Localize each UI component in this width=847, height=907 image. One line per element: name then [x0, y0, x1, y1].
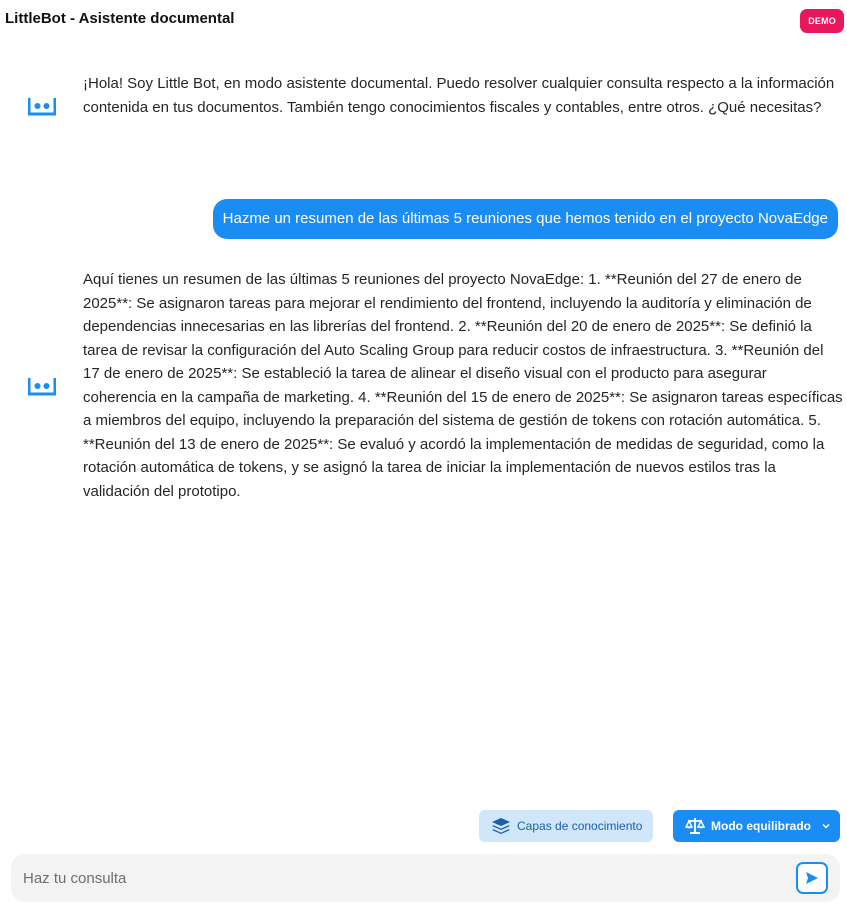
send-icon: [804, 870, 820, 886]
send-button[interactable]: [796, 862, 828, 894]
balance-scale-icon: [685, 816, 705, 836]
knowledge-layers-label: Capas de conocimiento: [517, 819, 643, 833]
demo-badge: DEMO: [800, 9, 844, 33]
user-message-bubble: Hazme un resumen de las últimas 5 reuniones que hemos tenido en el proyecto NovaEdge: [213, 199, 838, 239]
query-input[interactable]: [23, 854, 783, 902]
layers-icon: [491, 816, 511, 836]
robot-face-icon: [28, 376, 56, 396]
robot-face-icon: [28, 96, 56, 116]
bot-message-text: ¡Hola! Soy Little Bot, en modo asistente documental. Puedo resolver cualquier consulta respecto a la información contenida en tus documentos. También tengo conocimientos fiscales y contables, entre otros. ¿Qué necesitas?: [83, 75, 835, 116]
knowledge-layers-button[interactable]: [479, 810, 653, 842]
app-title: LittleBot - Asistente documental: [5, 10, 235, 27]
chevron-down-icon: [821, 821, 831, 831]
mode-label: Modo equilibrado: [711, 819, 811, 833]
bot-message-text: Aquí tienes un resumen de las últimas 5 reuniones del proyecto NovaEdge: 1. **Reunión del 27 de enero de 2025**: Se asignaron tareas para mejorar el rendimiento del frontend, incluyendo la auditoría y eliminación de dependencias innecesarias en las librerías del frontend. 2. **Reunión del 20 de enero de 2025**: Se definió la tarea de revisar la configuración del Auto Scaling Group para reducir costos de infraestructura. 3. **Reunión del 17 de enero de 2025**: Se estableció la tarea de alinear el diseño visual con el producto para asegurar coherencia en la campaña de marketing. 4. **Reunión del 15 de enero de 2025**: Se asignaron tareas específicas a miembros del equipo, incluyendo la preparación del sistema de gestión de tokens con rotación automática. 5. **Reunión del 13 de enero de 2025**: Se evaluó y acordó la implementación de medidas de seguridad, como la rotación automática de tokens, y se asignó la tarea de iniciar la implementación de nuevos estilos tras la validación del prototipo.: [83, 271, 843, 500]
mode-dropdown-button[interactable]: [673, 810, 840, 842]
query-input-bar: [11, 854, 840, 902]
app-header: [0, 0, 847, 40]
